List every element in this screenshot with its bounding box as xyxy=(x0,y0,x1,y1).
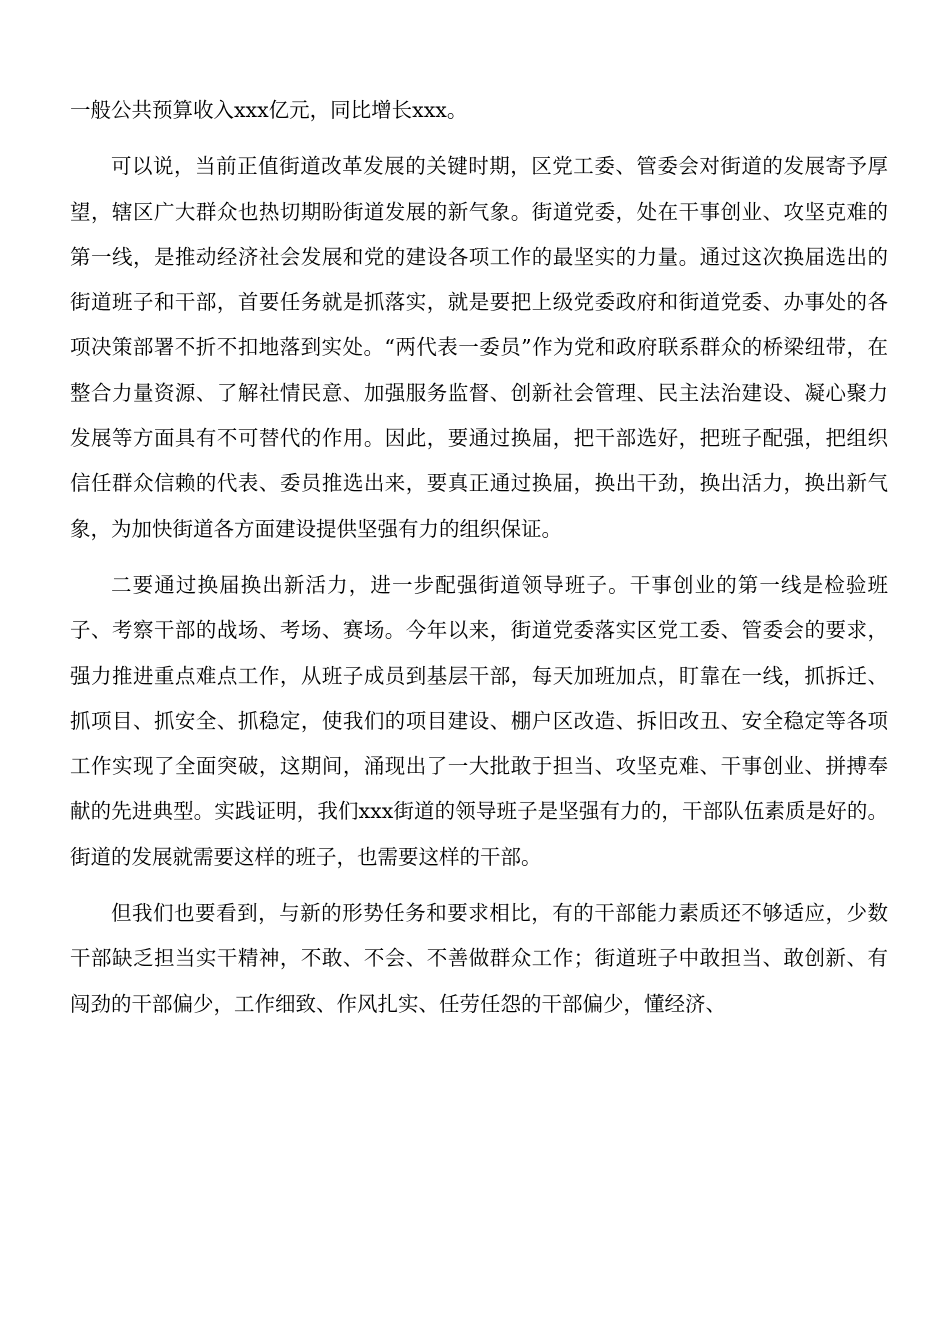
paragraph-new-vitality: 二要通过换届换出新活力，进一步配强街道领导班子。干事创业的第一线是检验班子、考察干部的战场、考场、赛场。今年以来，街道党委落实区党工委、管委会的要求，强力推进重点难点工作，从班子成员到基层干部，每天加班加点，盯靠在一线，抓拆迁、抓项目、抓安全、抓稳定，使我们的项目建设、棚户区改造、拆旧改丑、安全稳定等各项工作实现了全面突破，这期间，涌现出了一大批敢于担当、攻坚克难、干事创业、拼搏奉献的先进典型。实践证明，我们xxx街道的领导班子是坚强有力的，干部队伍素质是好的。街道的发展就需要这样的班子，也需要这样的干部。 xyxy=(70,572,888,869)
paragraph-budget-revenue: 一般公共预算收入xxx亿元，同比增长xxx。 xyxy=(70,98,468,122)
document-page xyxy=(70,88,888,1027)
paragraph-shortcomings: 但我们也要看到，与新的形势任务和要求相比，有的干部能力素质还不够适应，少数干部缺乏担当实干精神，不敢、不会、不善做群众工作；街道班子中敢担当、敢创新、有闯劲的干部偏少，工作细致、作风扎实、任劳任怨的干部偏少，懂经济、 xyxy=(70,901,888,1016)
paragraph-key-period: 可以说，当前正值街道改革发展的关键时期，区党工委、管委会对街道的发展寄予厚望，辖区广大群众也热切期盼街道发展的新气象。街道党委，处在干事创业、攻坚克难的第一线，是推动经济社会发展和党的建设各项工作的最坚实的力量。通过这次换届选出的街道班子和干部，首要任务就是抓落实，就是要把上级党委政府和街道党委、办事处的各项决策部署不折不扣地落到实处。“两代表一委员”作为党和政府联系群众的桥梁纽带，在整合力量资源、了解社情民意、加强服务监督、创新社会管理、民主法治建设、凝心聚力发展等方面具有不可替代的作用。因此，要通过换届，把干部选好，把班子配强，把组织信任群众信赖的代表、委员推选出来，要真正通过换届，换出干劲，换出活力，换出新气象，为加快街道各方面建设提供坚强有力的组织保证。 xyxy=(70,154,888,541)
